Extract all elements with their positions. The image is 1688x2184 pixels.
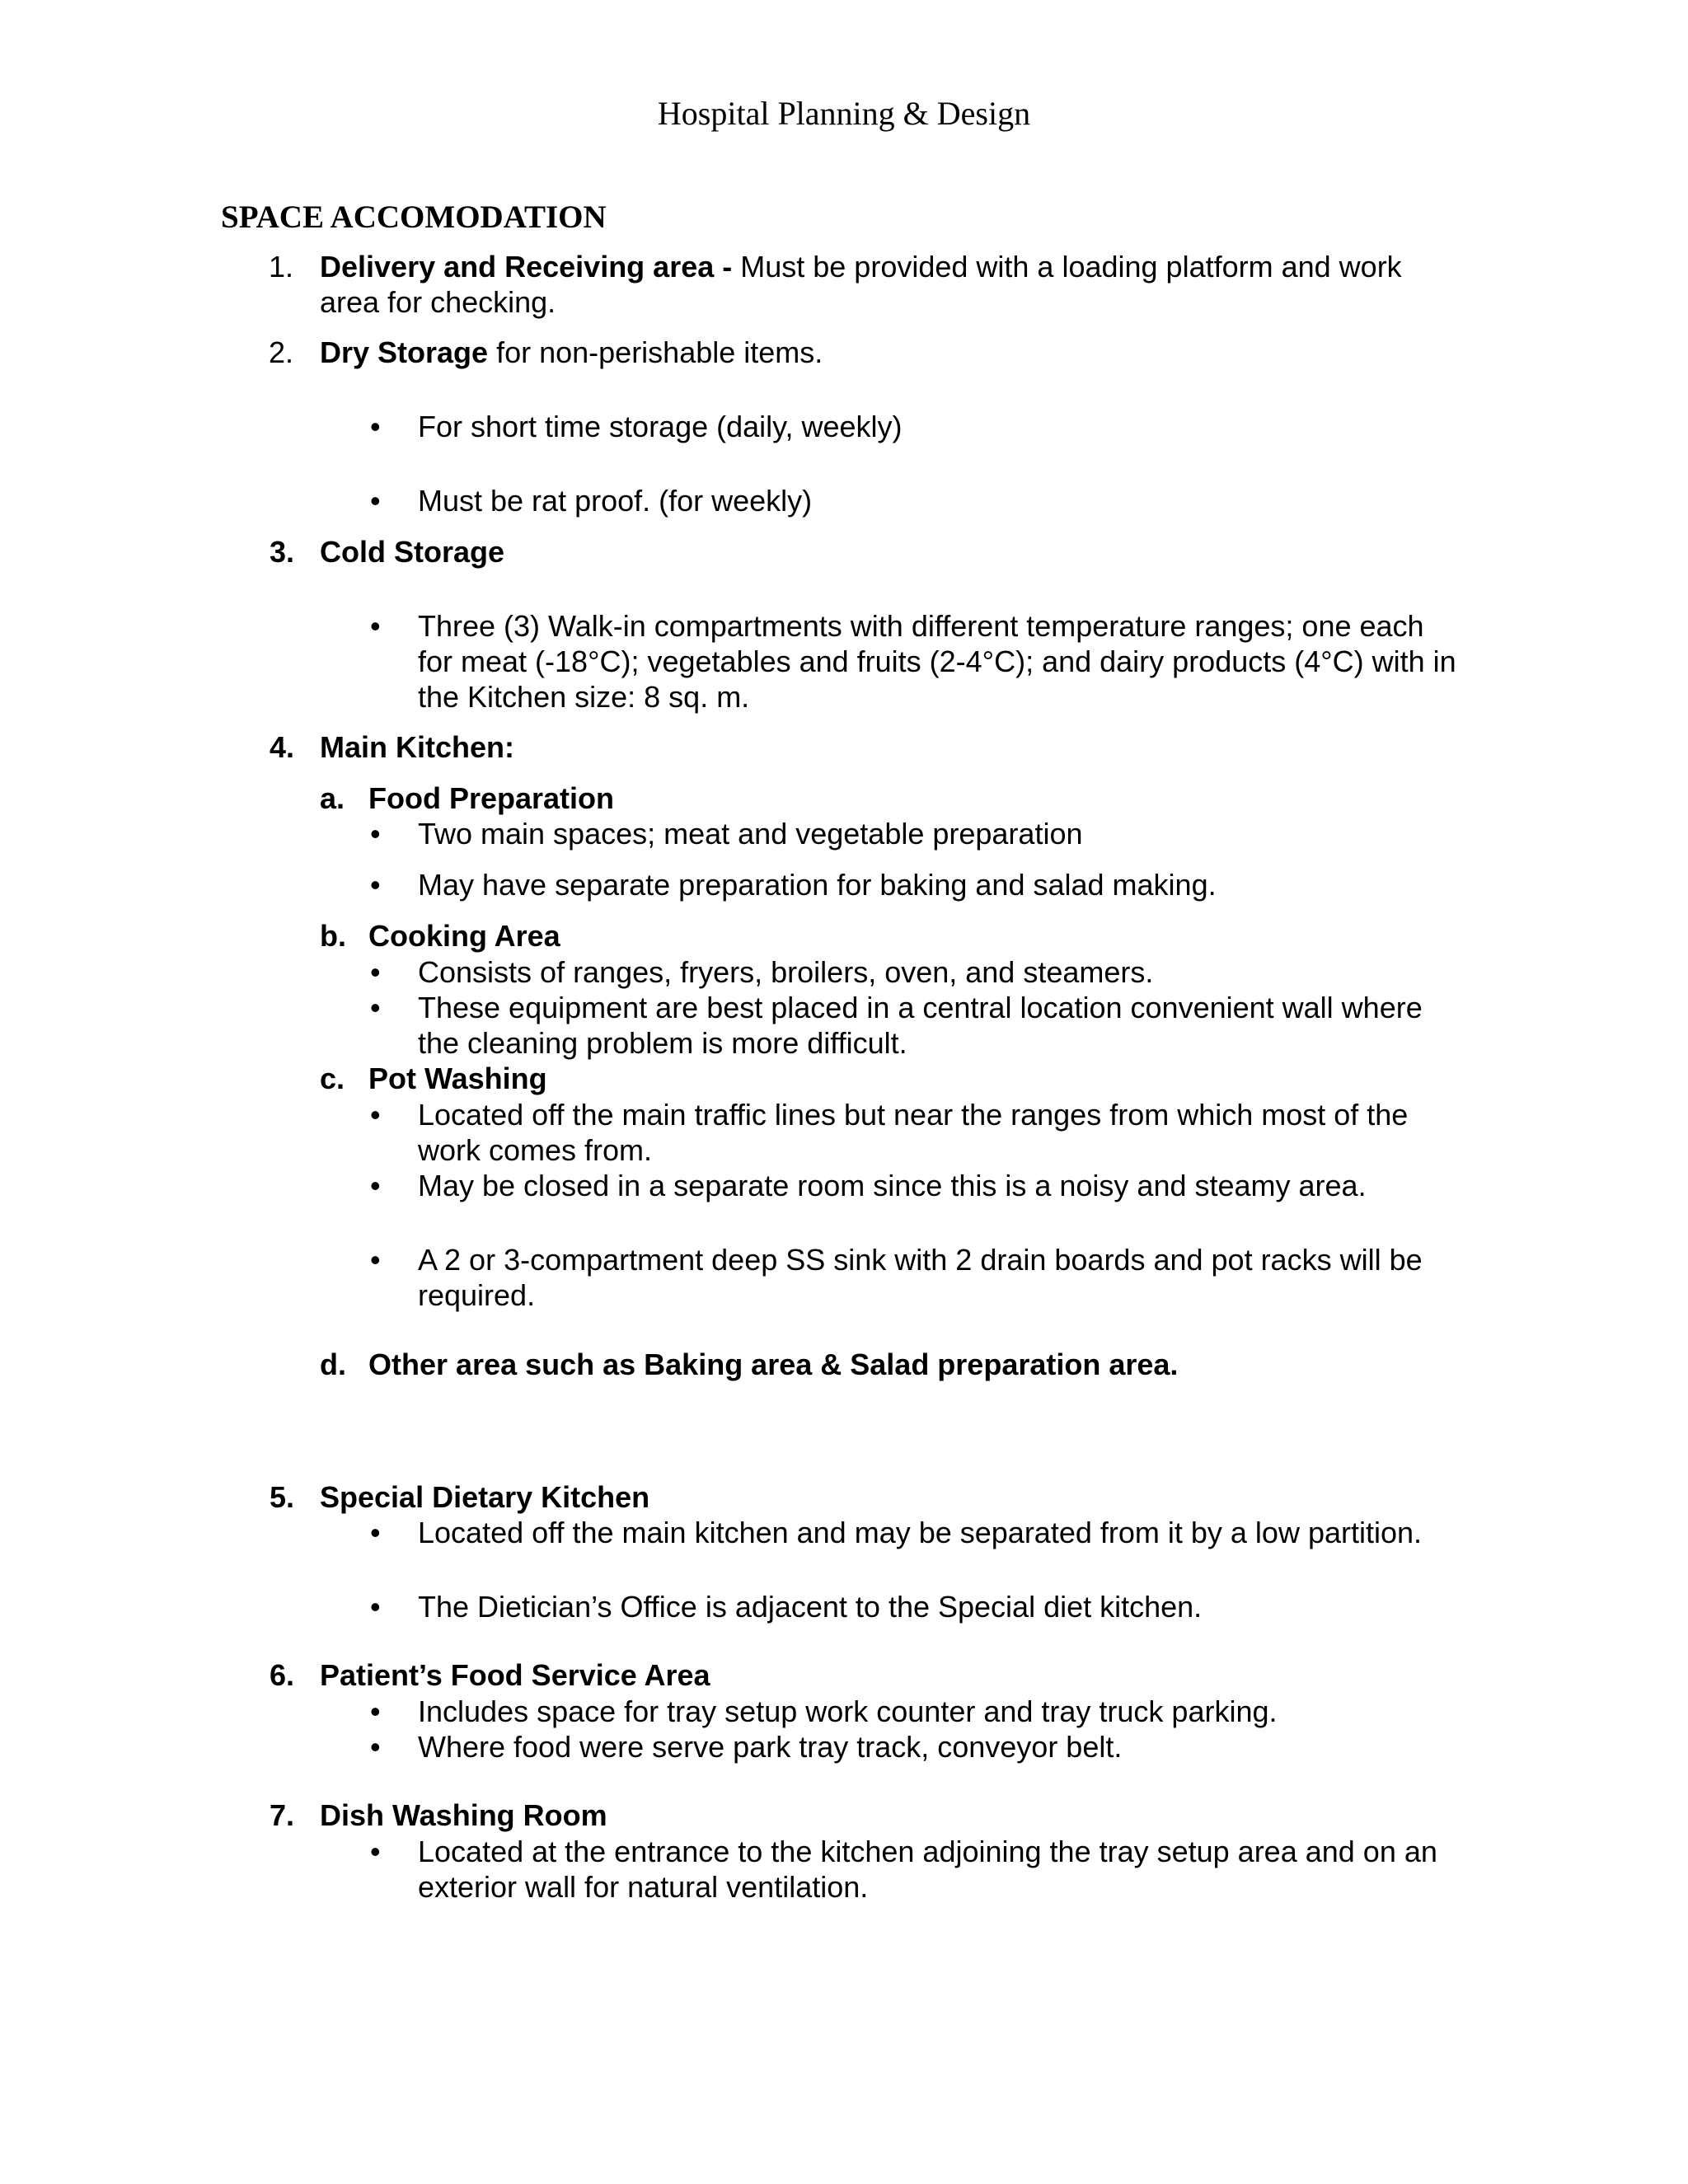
- item-text: for non-perishable items.: [488, 335, 823, 369]
- bullet-text-continued: the Kitchen size: 8 sq. m.: [418, 680, 750, 714]
- bullet-text-continued: work comes from.: [418, 1133, 653, 1167]
- subitem-letter: a.: [320, 781, 345, 815]
- item-number: 7.: [270, 1798, 295, 1832]
- bullet-text: Includes space for tray setup work counter and tray truck parking.: [418, 1694, 1278, 1728]
- bullet-marker: •: [370, 955, 381, 989]
- subitem-title-food-preparation: Food Preparation: [368, 781, 615, 815]
- bullet-text: For short time storage (daily, weekly): [418, 410, 903, 443]
- item-text-continued: area for checking.: [320, 285, 556, 319]
- item-delivery-receiving: [320, 249, 1402, 284]
- bullet-marker: •: [370, 1098, 381, 1132]
- item-title: Dry Storage: [320, 335, 489, 369]
- bullet-text: May be closed in a separate room since this is a noisy and steamy area.: [418, 1169, 1367, 1202]
- bullet-text-continued: the cleaning problem is more difficult.: [418, 1026, 907, 1060]
- page-header: Hospital Planning & Design: [657, 95, 1031, 132]
- item-title-cold-storage: Cold Storage: [320, 535, 505, 569]
- bullet-text: May have separate preparation for baking and salad making.: [418, 868, 1217, 902]
- item-number: 2.: [269, 335, 294, 369]
- subitem-title-pot-washing: Pot Washing: [368, 1062, 547, 1095]
- bullet-marker: •: [370, 817, 381, 851]
- item-number: 1.: [269, 250, 294, 284]
- bullet-text: Three (3) Walk-in compartments with different temperature ranges; one each: [418, 609, 1424, 643]
- bullet-text: These equipment are best placed in a central location convenient wall where: [418, 991, 1423, 1024]
- bullet-marker: •: [370, 1730, 381, 1764]
- bullet-marker: •: [370, 1590, 381, 1624]
- bullet-marker: •: [370, 1516, 381, 1549]
- item-text: Must be provided with a loading platform and work: [732, 250, 1402, 284]
- subitem-letter: c.: [320, 1062, 345, 1095]
- bullet-marker: •: [370, 1694, 381, 1728]
- bullet-text: Consists of ranges, fryers, broilers, oven, and steamers.: [418, 955, 1154, 989]
- bullet-text: Located off the main traffic lines but near the ranges from which most of the: [418, 1098, 1409, 1132]
- bullet-text-continued: exterior wall for natural ventilation.: [418, 1870, 869, 1904]
- bullet-marker: •: [370, 1835, 381, 1868]
- bullet-text-continued: for meat (-18°C); vegetables and fruits (2-4°C); and dairy products (4°C) with in: [418, 644, 1456, 678]
- item-title-special-dietary-kitchen: Special Dietary Kitchen: [320, 1480, 650, 1514]
- bullet-marker: •: [370, 991, 381, 1024]
- item-title: Delivery and Receiving area -: [320, 250, 733, 284]
- bullet-text: Two main spaces; meat and vegetable preparation: [418, 817, 1083, 851]
- bullet-text: The Dietician’s Office is adjacent to the Special diet kitchen.: [418, 1590, 1203, 1624]
- bullet-text: Where food were serve park tray track, conveyor belt.: [418, 1730, 1123, 1764]
- subitem-letter: d.: [320, 1347, 346, 1381]
- item-number: 6.: [270, 1658, 295, 1692]
- item-title-main-kitchen: Main Kitchen:: [320, 730, 515, 764]
- subitem-letter: b.: [320, 919, 346, 953]
- item-number: 3.: [270, 535, 295, 569]
- bullet-text: Located off the main kitchen and may be separated from it by a low partition.: [418, 1516, 1423, 1549]
- bullet-text: Must be rat proof. (for weekly): [418, 484, 813, 518]
- bullet-marker: •: [370, 1243, 381, 1277]
- item-number: 4.: [270, 730, 295, 764]
- item-title-dish-washing-room: Dish Washing Room: [320, 1798, 607, 1832]
- subitem-title-other-area: Other area such as Baking area & Salad preparation area.: [368, 1347, 1179, 1381]
- bullet-text: A 2 or 3-compartment deep SS sink with 2 drain boards and pot racks will be: [418, 1243, 1423, 1277]
- bullet-marker: •: [370, 609, 381, 643]
- bullet-text: Located at the entrance to the kitchen adjoining the tray setup area and on an: [418, 1835, 1437, 1868]
- item-dry-storage: [320, 335, 823, 370]
- subitem-title-cooking-area: Cooking Area: [368, 919, 560, 953]
- bullet-text-continued: required.: [418, 1278, 536, 1312]
- bullet-marker: •: [370, 410, 381, 443]
- bullet-marker: •: [370, 484, 381, 518]
- bullet-marker: •: [370, 1169, 381, 1202]
- bullet-marker: •: [370, 868, 381, 902]
- item-title-patients-food-service-area: Patient’s Food Service Area: [320, 1658, 710, 1692]
- item-number: 5.: [270, 1480, 295, 1514]
- section-title: SPACE ACCOMODATION: [221, 199, 607, 235]
